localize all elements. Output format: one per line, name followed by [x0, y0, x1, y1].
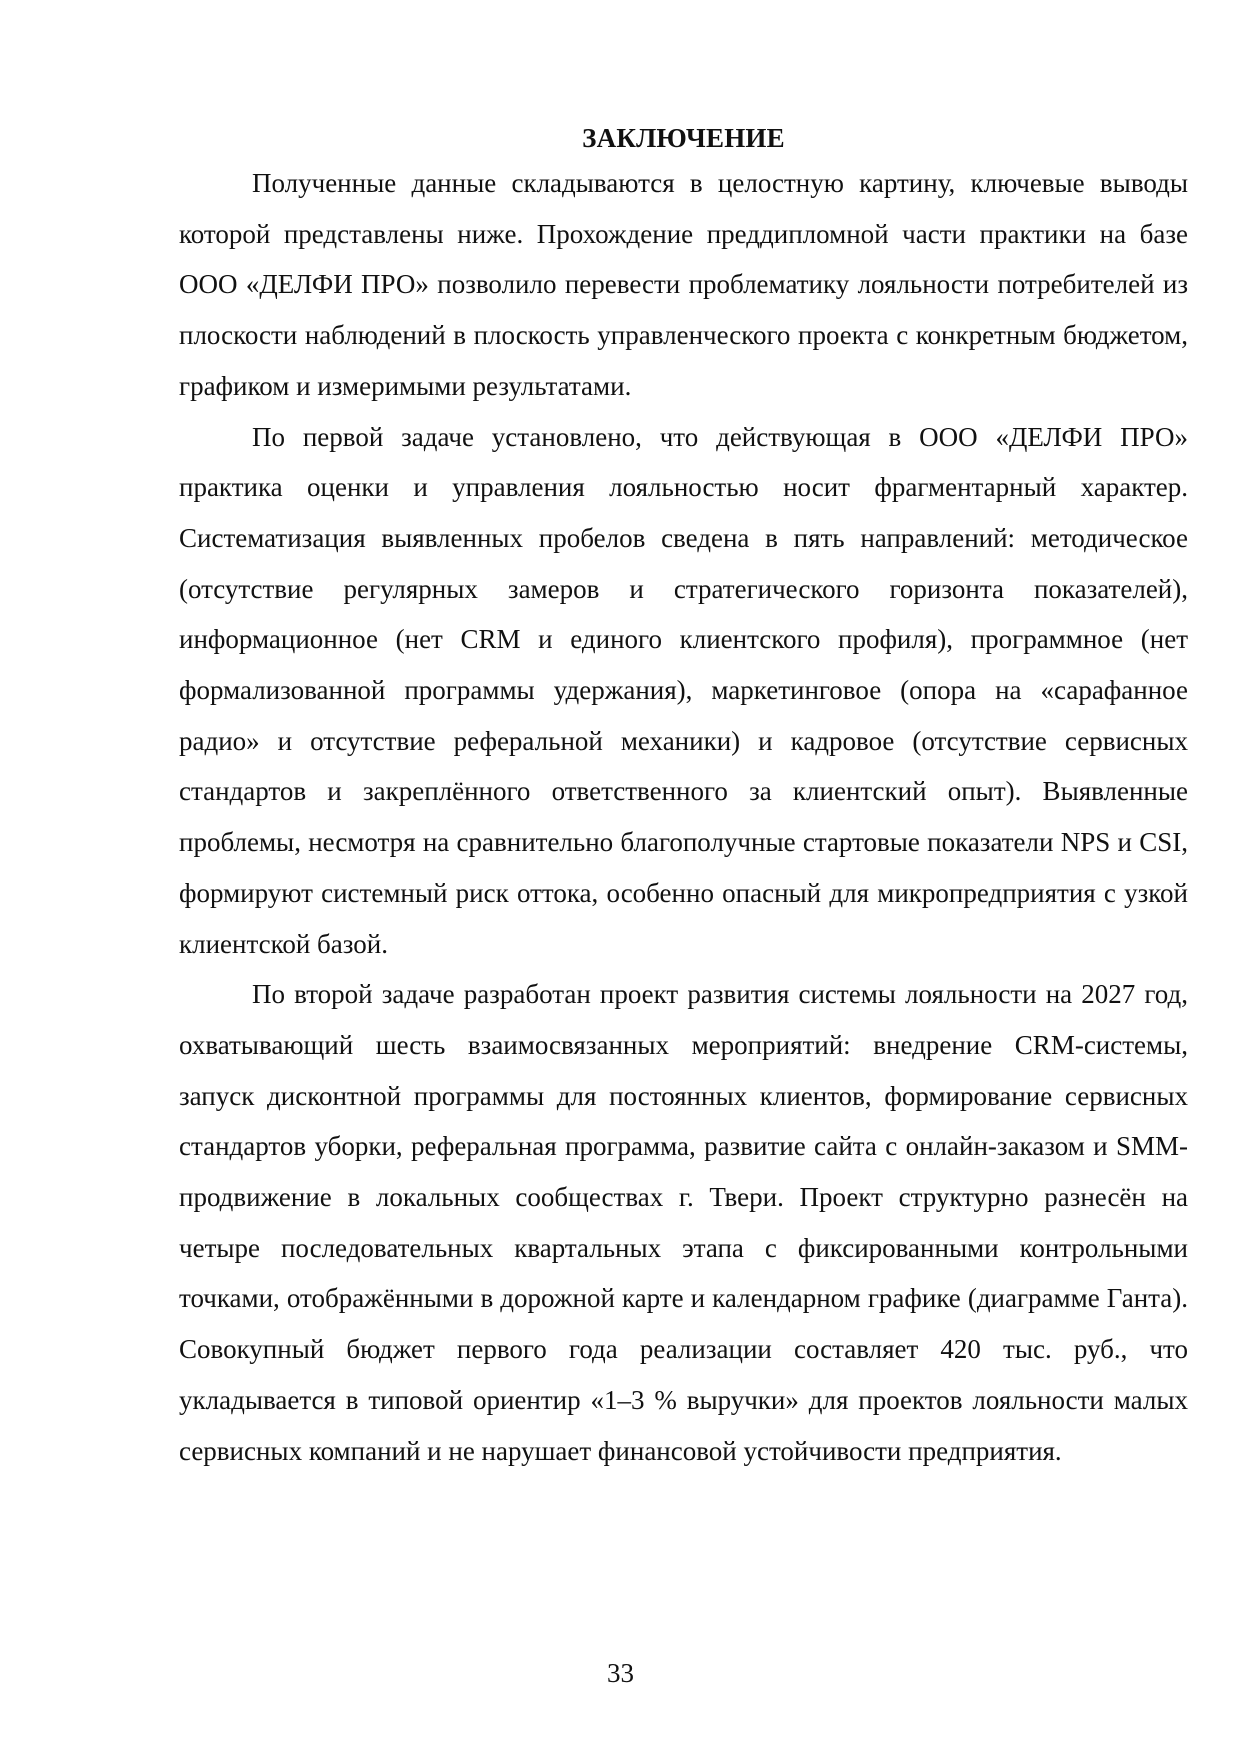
paragraph-task-two: По второй задаче разработан проект развития системы лояльности на 2027 год, охватывающий шесть взаимосвязанных мероприятий: внедрение CRM-системы, запуск дисконтной программы для постоянных клиентов, формирование сервисных стандартов уборки, реферальная программа, развитие сайта с онлайн-заказом и SMM-продвижение в локальных сообществах г. Твери. Проект структурно разнесён на четыре последовательных квартальных этапа с фиксированными контрольными точками, отображёнными в дорожной карте и календарном графике (диаграмме Ганта). Совокупный бюджет первого года реализации составляет 420 тыс. руб., что укладывается в типовой ориентир «1–3 % выручки» для проектов лояльности малых сервисных компаний и не нарушает финансовой устойчивости предприятия. — [179, 979, 1188, 1466]
page-content — [179, 118, 1188, 1476]
page-number: 33 — [607, 1658, 634, 1688]
section-title: ЗАКЛЮЧЕНИЕ — [582, 123, 785, 153]
paragraph-intro: Полученные данные складываются в целостную картину, ключевые выводы которой представлены ниже. Прохождение преддипломной части практики на базе ООО «ДЕЛФИ ПРО» позволило перевести проблематику лояльности потребителей из плоскости наблюдений в плоскость управленческого проекта с конкретным бюджетом, графиком и измеримыми результатами. — [179, 168, 1188, 401]
paragraph-task-one: По первой задаче установлено, что действующая в ООО «ДЕЛФИ ПРО» практика оценки и управления лояльностью носит фрагментарный характер. Систематизация выявленных пробелов сведена в пять направлений: методическое (отсутствие регулярных замеров и стратегического горизонта показателей), информационное (нет CRM и единого клиентского профиля), программное (нет формализованной программы удержания), маркетинговое (опора на «сарафанное радио» и отсутствие реферальной механики) и кадровое (отсутствие сервисных стандартов и закреплённого ответственного за клиентский опыт). Выявленные проблемы, несмотря на сравнительно благополучные стартовые показатели NPS и CSI, формируют системный риск оттока, особенно опасный для микропредприятия с узкой клиентской базой. — [179, 421, 1188, 959]
